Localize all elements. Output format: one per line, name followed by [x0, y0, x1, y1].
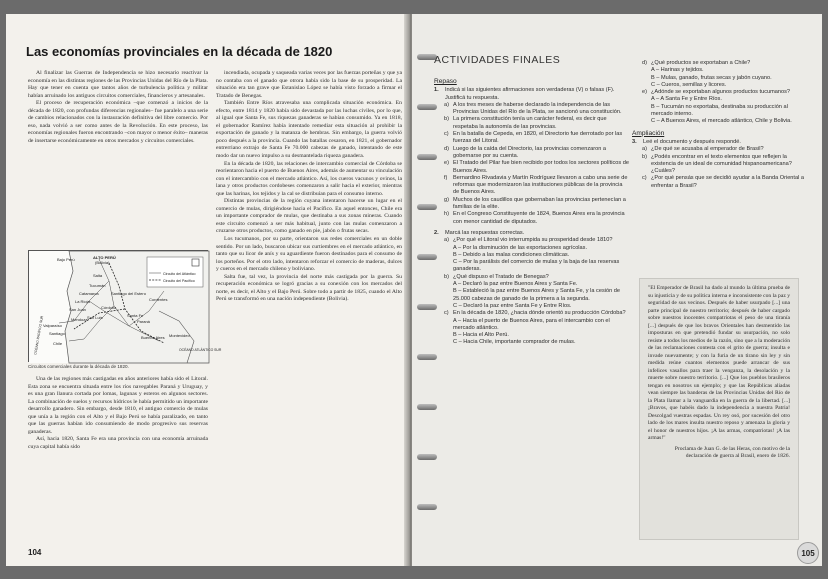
sub-question-text: Bernardino Rivadavia y Martín Rodríguez llevaron a cabo una serie de reformas que modernizaron las instituciones públicas de la provincia de Buenos Aires. — [453, 174, 628, 196]
trade-routes-map — [28, 250, 222, 362]
paragraph: También Entre Ríos atravesaba una complicada situación económica. En efecto, entre 1814 y 1820 había sido devastada por las luchas civiles, por lo que, al igual que Santa Fe, sus riquezas ganaderas se habían consumido. Ya en 1818, el gobernador Ramírez había intentado remediar esta situación al prohibir la exportación de ganado y la matanza de hembras. Sin embargo, la guerra volvió poco después a la provincia. Cuando las batallas cesaron, en 1821, el gobernador entrerriano extrajo de Santa Fe 70.000 cabezas de ganado, intentando de este modo dar un nuevo impulso a su desmantelada riqueza ganadera. — [216, 100, 402, 160]
paragraph: El proceso de recuperación económica –que comenzó a inicios de la década de 1820, con profundas diferencias regionales– fue paralelo a una serie de cambios relacionados con la instauración definitiva del libre comercio. Por eso, nada volvió a ser como antes de la Revolución. En este proceso, las economías regionales fueron encontrando –con mayor o menor éxito– maneras de insertarse económicamente en otros mercados y circuitos comerciales. — [28, 100, 208, 144]
map-label: ALTO PERÚ — [93, 255, 116, 260]
map-label: Buenos Aires — [141, 335, 165, 340]
answer-option[interactable]: B – Estableció la paz entre Buenos Aires y Santa Fe, y la cesión de 25.000 cabezas de ganado de la primera a la segunda. — [453, 288, 620, 302]
sub-question — [434, 197, 630, 212]
sub-question-text: En la década de 1820, ¿hacia dónde orientó su producción Córdoba? — [453, 310, 626, 317]
map-label: (Bolivia) — [95, 260, 110, 265]
map-label: San Luis — [87, 315, 103, 320]
answer-option[interactable]: A – Declaró la paz entre Buenos Aires y Santa Fe. — [453, 281, 578, 288]
question-text: Leé el documento y después respondé. — [643, 138, 741, 145]
sub-question-text: El Tratado del Pilar fue bien recibido por todos los sectores políticos de Buenos Aires. — [453, 160, 629, 174]
map-legend-atlantic: Circuito del Atlántico — [163, 272, 196, 276]
paragraph: Distintas provincias de la región cuyana intentaron hacerse un lugar en el comercio de mulas, dirigiéndose hacia el Pacífico. En aquel entonces, Chile era un importante comprador de mulas, que destinaba a sus zonas mineras. Cuando este circuito comenzó a ser más habitual, junto con las mulas comenzaron a cruzarse otros productos, como ganado en pie, jabón o frutas secas. — [216, 198, 402, 235]
question-items — [434, 237, 630, 346]
answer-option[interactable]: C – Por la parálisis del comercio de mulas y la baja de las reservas ganaderas. — [453, 259, 620, 273]
sub-question — [434, 310, 630, 317]
question-number: 1. — [434, 87, 439, 94]
answer-option[interactable]: B – Debido a las malas condiciones climáticas. — [453, 251, 570, 258]
answer-option[interactable]: C – Hacia Chile, importante comprador de mulas. — [453, 339, 576, 346]
map-label: OCÉANO ATLÁNTICO SUR — [179, 348, 222, 352]
sub-question-letter: c) — [642, 175, 647, 182]
sub-question-text: ¿Por qué pensás que se decidió ayudar a la Banda Oriental a enfrentar a Brasil? — [651, 175, 804, 189]
answer-option[interactable]: A – Por la disminución de las exportaciones agrícolas. — [453, 244, 588, 251]
sub-question-text: Luego de la caída del Directorio, las provincias comenzaron a gobernarse por su cuenta. — [453, 145, 606, 159]
question-items — [434, 102, 630, 226]
historical-document-quote — [639, 278, 799, 540]
sub-question — [434, 211, 630, 226]
map-label: Corrientes — [149, 297, 168, 302]
question — [632, 139, 804, 146]
sub-question — [632, 154, 804, 176]
answer-option[interactable]: B – Mulas, ganado, frutas secas y jabón cuyano. — [651, 74, 772, 81]
sub-question — [434, 102, 630, 117]
sub-question — [632, 89, 804, 96]
paragraph: Los tucumanos, por su parte, orientaron sus redes comerciales en un doble sentido. Por un lado, buscaron ubicar sus curtiembres en el mercado atlántico, en tanto que su licor de anís y su aguardiente fueron destinados para el consumo de los porteños. Por el otro lado, intentaron reforzar el comercio de maderas, dulces y cueros en el mercado chileno y boliviano. — [216, 236, 402, 273]
sub-question-text: A los tres meses de haberse declarado la independencia de las Provincias Unidas del Río de la Plata, se sancionó una constitución. — [453, 101, 622, 116]
sub-question-letter: g) — [444, 196, 449, 203]
map-label: Santiago del Estero — [111, 291, 146, 296]
sub-question-text: ¿Qué productos se exportaban a Chile? — [651, 60, 751, 66]
map-label: Chile — [53, 341, 63, 346]
question-text: Marcá las respuestas correctas. — [445, 229, 525, 236]
map-label: Tucumán — [89, 283, 106, 288]
answer-option[interactable]: A – Hacia el puerto de Buenos Aires, para el intercambio con el mercado atlántico. — [453, 317, 610, 331]
question-number: 2. — [434, 229, 439, 236]
paragraph: En la década de 1820, las relaciones de intercambio comercial de Córdoba se reorientaron hacia el puerto de Buenos Aires, además de aumentar su vinculación con el intercambio con el mercado atlántico. Así, los cueros vacunos y ovinos, la lana y otros productos cordobeses comenzaron a salir hacia el exterior, mientras que las harinas, los tejidos y la cal se distribuían para el consumo interno. — [216, 160, 402, 197]
paragraph: Así, hacia 1820, Santa Fe era una provincia con una economía arruinada cuya capital había sido — [28, 436, 208, 450]
text-column-right — [216, 70, 402, 550]
sub-question-letter: a) — [444, 101, 449, 108]
sub-question-letter: f) — [444, 174, 448, 181]
map-label: Santa Fe — [127, 313, 144, 318]
sub-question-letter: b) — [444, 273, 449, 280]
activities-column-right — [632, 60, 804, 284]
question-text: Indicá si las siguientes afirmaciones son verdaderas (V) o falsas (F). Justificá tu respuesta. — [445, 87, 615, 101]
answer-option[interactable]: A – Harinas y tejidos. — [651, 67, 704, 74]
sub-question — [434, 274, 630, 281]
map-label: La Rioja — [75, 299, 90, 304]
map-legend-pacific: Circuito del Pacífico — [163, 279, 195, 283]
quote-signature: Proclama de Juan G. de las Heras, con motivo de la declaración de guerra al Brasil, enero de 1826. — [674, 445, 790, 459]
sub-question-letter: d) — [444, 145, 449, 152]
sub-question — [434, 146, 630, 161]
text-column-left — [28, 70, 208, 246]
text-column-left-lower — [28, 376, 208, 556]
sub-question — [632, 60, 804, 67]
sub-question — [434, 116, 630, 131]
section-heading: Repaso — [434, 78, 457, 85]
map-label: Santiago — [49, 331, 65, 336]
sub-question-text: ¿Qué dispuso el Tratado de Benegas? — [453, 273, 549, 280]
sub-question-letter: c) — [444, 131, 449, 138]
sub-question — [434, 237, 630, 244]
sub-question — [632, 146, 804, 153]
paragraph: Salta fue, tal vez, la provincia del norte más castigada por la guerra. Su recuperación económica se logró gracias a su conexión con los mercados del norte, es decir, el Alto y el Bajo Perú. Sobre todo a partir de 1825, cuando el Alto Perú se transformó en una nación independiente (Bolivia). — [216, 273, 402, 303]
sub-question-text: ¿De qué se acusaba al emperador de Brasil? — [651, 146, 764, 153]
map-caption: Circuitos comerciales durante la década de 1820. — [28, 364, 129, 369]
answer-option[interactable]: C – Cueros, semillas y licores. — [651, 81, 727, 88]
sub-question-text: Muchos de los caudillos que gobernaban las provincias pertenecían a familias de la elite. — [453, 196, 626, 211]
sub-question-letter: b) — [444, 116, 449, 123]
answer-option[interactable]: B – Hacia el Alto Perú. — [453, 332, 509, 339]
sub-question — [434, 160, 630, 175]
question-number: 3. — [632, 138, 637, 145]
paragraph: Al finalizar las Guerras de Independencia se hizo necesario reactivar la economía en las distintas regiones de las Provincias Unidas del Río de la Plata. Hay que tener en cuenta que tantos años de turbulencia política y militar habían arruinado los antiguos circuitos comerciales, financieros y artesanales. — [28, 70, 208, 99]
sub-question-letter: a) — [642, 146, 647, 153]
question — [434, 87, 630, 102]
map-label: Mendoza — [71, 317, 88, 322]
sub-question-letter: a) — [444, 237, 449, 244]
map-label: OCÉANO PACÍFICO SUR — [33, 315, 45, 356]
map-label: San Juan — [69, 307, 86, 312]
paragraph: incendiada, ocupada y saqueada varias veces por las fuerzas porteñas y que ya no contaba con el ganado que otrora había sido la base de su prosperidad. La situación era tan grave que Estanislao López se había visto forzado a firmar el Tratado de Benegas. — [216, 70, 402, 99]
answer-option[interactable]: A – A Santa Fe y Entre Ríos. — [651, 96, 722, 103]
map-label: Salta — [93, 273, 103, 278]
page-number: 105 — [797, 542, 819, 564]
section-heading: Ampliación — [632, 129, 665, 137]
answer-option[interactable]: C – A Buenos Aires, el mercado atlántico, Chile y Bolivia. — [651, 118, 792, 125]
map-label: Córdoba — [101, 305, 117, 310]
activities-column-left — [434, 78, 630, 548]
sub-question-text: ¿Por qué el Litoral vio interrumpida su prosperidad desde 1810? — [453, 237, 613, 244]
sub-question-text: ¿Adónde se exportaban algunos productos tucumanos? — [651, 89, 791, 96]
map-label: Paraná — [137, 319, 150, 324]
question-items — [632, 146, 804, 190]
left-page — [6, 14, 408, 566]
question — [434, 230, 630, 237]
sub-question-text: La primera constitución tenía un carácter federal, es decir que respetaba la autonomía de las provincias. — [453, 116, 607, 130]
answer-option[interactable]: C – Declaró la paz entre Santa Fe y Entre Ríos. — [453, 302, 572, 309]
sub-question-letter: e) — [642, 89, 647, 96]
map-label: Bajo Perú — [57, 257, 75, 262]
page-title: Las economías provinciales en la década de 1820 — [26, 44, 333, 59]
sub-question-text: En el Congreso Constituyente de 1824, Buenos Aires era la provincia con menor cantidad de diputados. — [453, 211, 625, 225]
sub-question-letter: b) — [642, 153, 647, 160]
sub-question-text: En la batalla de Cepeda, en 1820, el Directorio fue derrotado por las fuerzas del Litoral. — [453, 131, 623, 145]
sub-question-text: ¿Podés encontrar en el texto elementos que reflejen la existencia de un ideal de comunidad hispanoamericana? ¿Cuáles? — [651, 153, 792, 175]
map-label: Valparaíso — [43, 323, 62, 328]
sub-question-letter: d) — [642, 60, 647, 66]
activities-title: ACTIVIDADES FINALES — [434, 54, 561, 66]
right-page — [412, 14, 822, 566]
map-label: Catamarca — [79, 291, 99, 296]
sub-question — [434, 175, 630, 197]
page-number: 104 — [28, 548, 42, 557]
sub-question — [434, 131, 630, 146]
quote-text: "El Emperador de Brasil ha dado al mundo la última prueba de su injusticia y de su política interna e inconsistente con la paz y seguridad de sus vecinos. Después de haber usurpado [...] una parte principal de nuestro territorio; después de haber cargado sobre nuestros inocentes compatriotas el peso de una tiranía [...] después de que los bravos Orientales han desmentido las imposturas en que pretendió fundar su usurpación, no solo resiste a todos los medios de la razón, sino que a la moderación de las reclamaciones contesta con el grito de guerra; insulta e invade nuevamente; y con la furia de un tirano sin ley y sin medida reúne cuantos elementos puede arrancar de sus infelices vasallos para traer la venganza, la desolación y la muerte sobre nuestro territorio. [...] Que los pueblos brasileros tengan en nosotros un ejemplo; y que las Repúblicas aliadas vean siempre las banderas de las Provincias Unidas del Río de la Plata llamar a la vanguardia en la guerra de la libertad. [...] ¡Bravos, que habéis dado la independencia a nuestra Patria! Descolgad vuestras espadas. Un rey osó, por sucesión del otro lado de los mares insulta nuestro reposo y amenaza la gloria y el honor de nuestros hijos. ¡A las armas, compatriotas! ¡A las armas!" — [648, 285, 790, 441]
sub-question-letter: e) — [444, 160, 449, 167]
sub-question — [632, 175, 804, 190]
sub-question-letter: h) — [444, 211, 449, 218]
sub-question-letter: c) — [444, 310, 449, 317]
question-items — [632, 60, 804, 126]
map-label: Montevideo — [169, 333, 190, 338]
answer-option[interactable]: B – Tucumán no exportaba, destinaba su producción al mercado interno. — [651, 103, 788, 118]
paragraph: Una de las regiones más castigadas en años anteriores había sido el Litoral. Esta zona se encuentra situada entre los ríos navegables Paraná y Uruguay, y es una gran llanura cortada por lomas, lagunas y esteros en algunos sectores. La combinación de suelos y recursos hídricos le había permitido un importante desarrollo ganadero. Sin embargo, desde 1810, el antiguo comercio de mulas que unía a la región con el Alto y el Bajo Perú se había paralizado, en tanto que las guerras habían ido consumiendo de modo progresivo sus reservas ganaderas. — [28, 376, 208, 435]
